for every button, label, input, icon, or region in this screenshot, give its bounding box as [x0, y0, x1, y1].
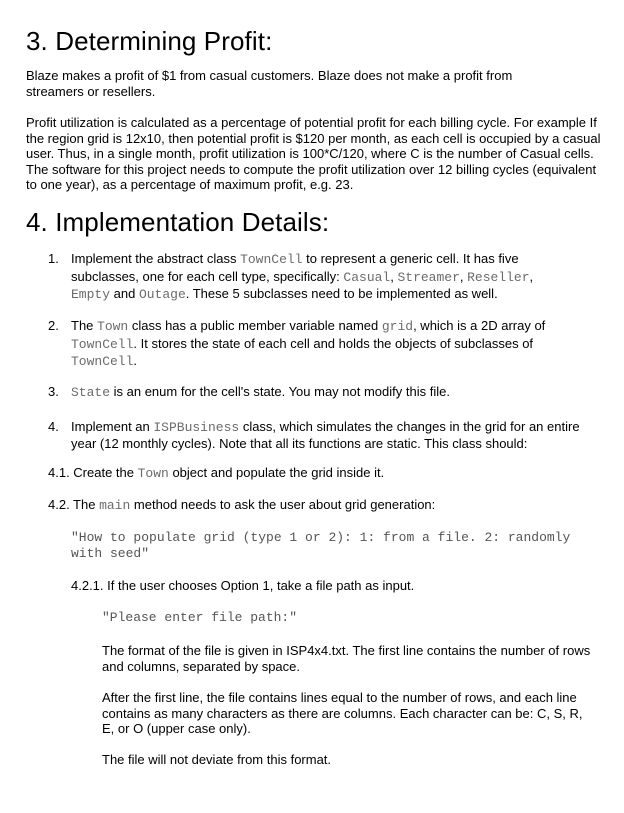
code-ispbusiness: ISPBusiness [153, 420, 240, 435]
list-item-number: 2. [48, 318, 59, 333]
prompt-populate-grid: "How to populate grid (type 1 or 2): 1: from a file. 2: randomly with seed" [71, 530, 571, 561]
text: Implement an [71, 419, 154, 434]
profit-paragraph-1: Blaze makes a profit of $1 from casual customers. Blaze does not make a profit from streamers or resellers. [26, 68, 513, 99]
text: Implement the abstract class [71, 251, 241, 266]
text: and [110, 286, 139, 301]
code-reseller: Reseller [467, 269, 530, 285]
code-towncell: TownCell [240, 252, 303, 267]
list-item-1 [71, 251, 571, 304]
section-heading-profit: 3. Determining Profit: [26, 26, 273, 56]
code-outage: Outage [138, 287, 186, 302]
text: 4.2. The [48, 497, 100, 512]
list-item-4 [71, 419, 601, 452]
code-town: Town [137, 466, 169, 481]
list-item-number: 1. [48, 251, 59, 266]
prompt-file-path: "Please enter file path:" [102, 610, 298, 625]
list-item-2 [71, 318, 571, 371]
text: , [529, 268, 534, 284]
text: method needs to ask the user about grid generation: [130, 497, 436, 512]
text: , which is a 2D array of [413, 318, 546, 333]
text: 4.1. Create the [48, 465, 138, 480]
list-item-number: 3. [48, 384, 59, 399]
text: to represent a generic cell. It has five subclasses, one for each cell type, specifically: [71, 251, 519, 284]
sub-item-4-1 [48, 465, 588, 482]
text: class, which simulates the changes in the grid for an entire year (12 monthly cycles). Note that all its functions are static. This class should: [71, 419, 580, 451]
file-format-paragraph-1: The format of the file is given in ISP4x4.txt. The first line contains the number of rows and columns, separated by space. [102, 643, 591, 674]
text: object and populate the grid inside it. [168, 465, 385, 480]
profit-paragraph-2: Profit utilization is calculated as a percentage of potential profit for each billing cycle. For example If the region grid is 12x10, then potential profit is $120 per month, as each cell is occupied by a casual user. Thus, in a single month, profit utilization is 100*C/120, where C is the number of Casual cells. The software for this project needs to compute the profit utilization over 12 billing cycles (equivalent to one year), as a percentage of maximum profit, e.g. 23. [26, 115, 601, 192]
sub-item-4-2-1: 4.2.1. If the user chooses Option 1, take a file path as input. [71, 578, 415, 593]
text: , [459, 268, 468, 284]
file-format-paragraph-3: The file will not deviate from this format. [102, 752, 332, 767]
code-main: main [99, 498, 131, 513]
section-heading-implementation: 4. Implementation Details: [26, 207, 330, 237]
code-town: Town [97, 319, 129, 334]
code-grid: grid [381, 319, 414, 334]
text: . [133, 353, 138, 368]
text: . It stores the state of each cell and holds the objects of subclasses of [133, 335, 534, 351]
text: The [71, 318, 98, 333]
code-towncell: TownCell [71, 336, 134, 352]
text: class has a public member variable named [128, 318, 382, 333]
code-state: State [71, 385, 111, 400]
code-towncell: TownCell [71, 354, 134, 369]
text: . These 5 subclasses need to be implemented as well. [185, 286, 498, 301]
text: , [390, 268, 398, 284]
code-empty: Empty [71, 287, 111, 302]
file-format-paragraph-2: After the first line, the file contains lines equal to the number of rows, and each line contains as many characters as there are columns. Each character can be: C, S, R, E, or O (upper case only). [102, 690, 583, 736]
code-streamer: Streamer [397, 269, 460, 285]
code-casual: Casual [343, 269, 391, 285]
list-item-number: 4. [48, 419, 59, 434]
text: is an enum for the cell's state. You may not modify this file. [110, 384, 450, 399]
list-item-3 [71, 384, 571, 401]
sub-item-4-2 [48, 497, 588, 514]
